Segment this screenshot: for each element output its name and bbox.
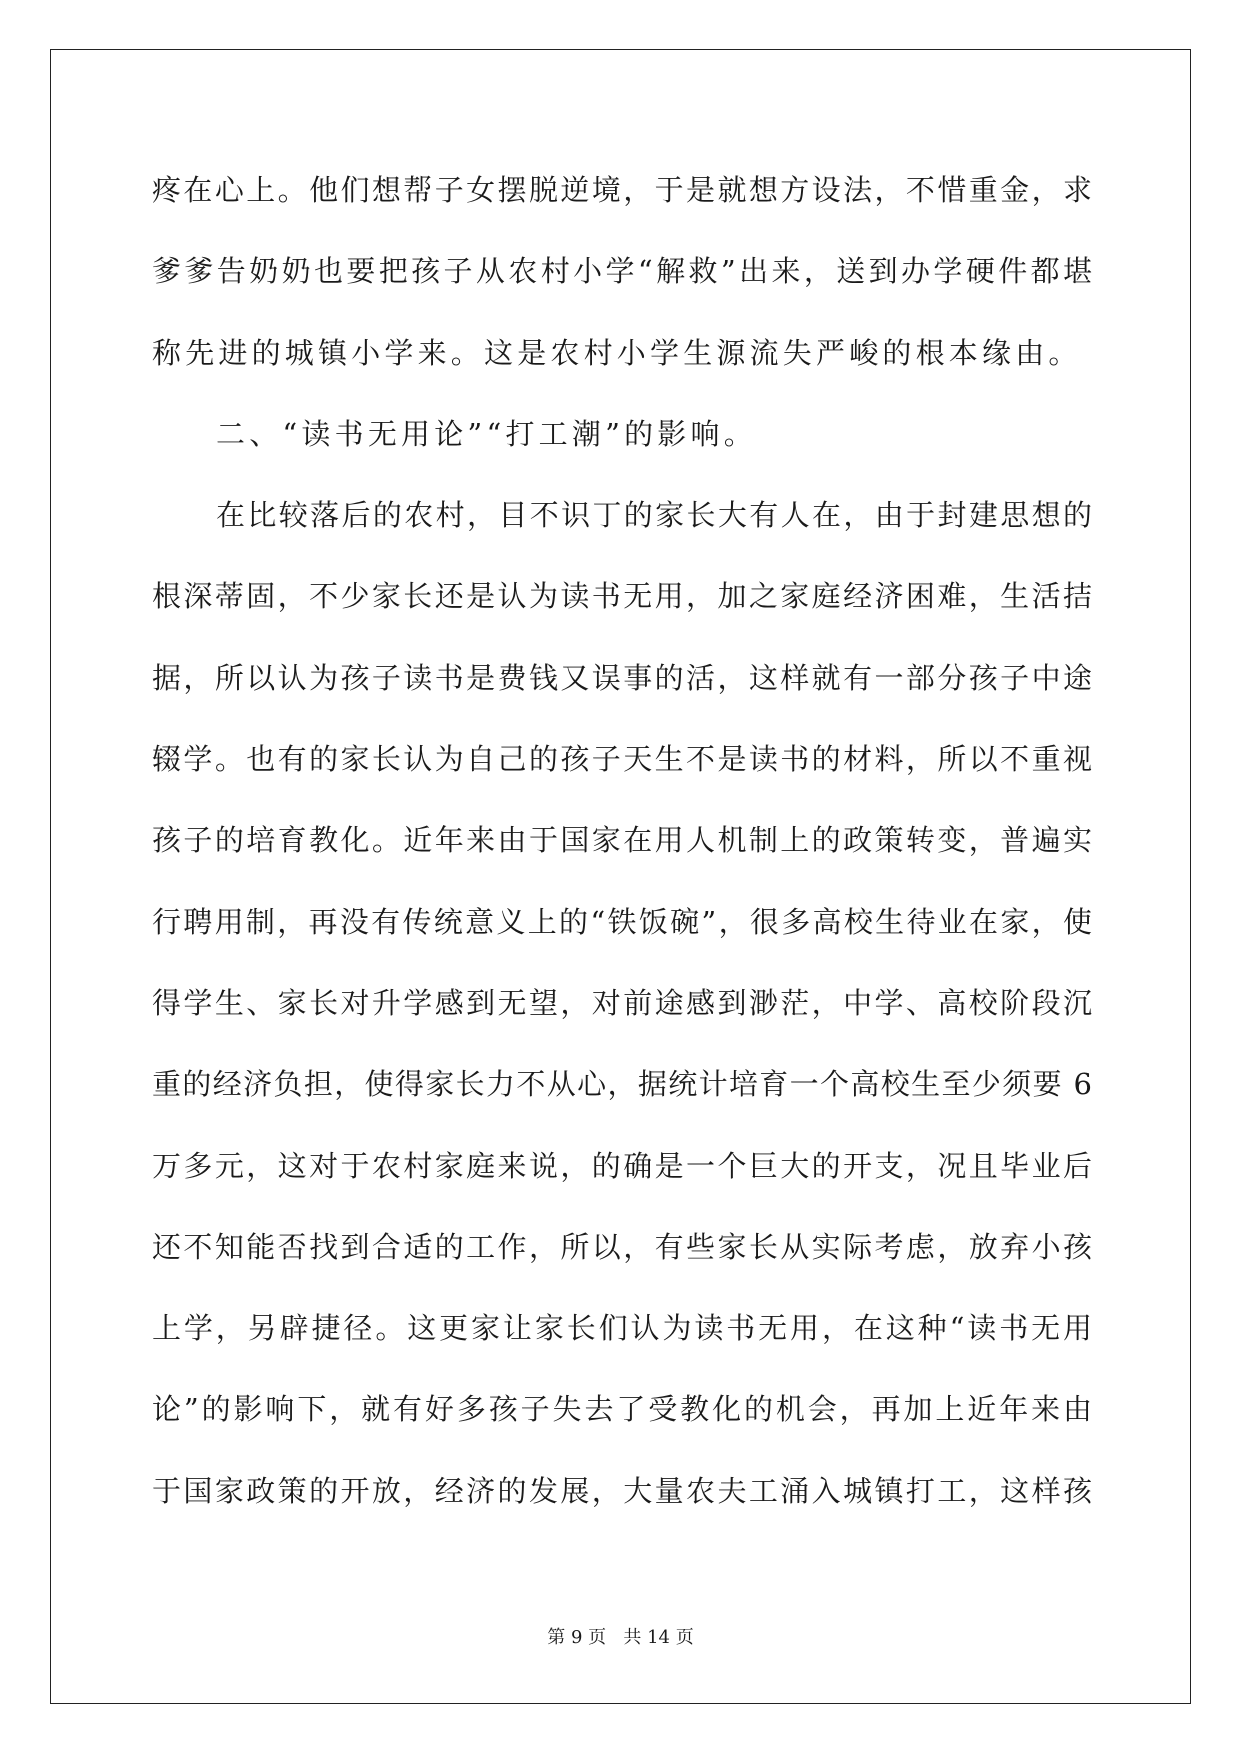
- text-line: 根深蒂固，不少家长还是认为读书无用，加之家庭经济困难，生活拮: [152, 579, 1092, 614]
- text-line: 疼在心上。他们想帮子女摆脱逆境，于是就想方设法，不惜重金，求: [152, 173, 1092, 207]
- page-total: 共 14 页: [623, 1627, 694, 1648]
- text-line: 据，所以认为孩子读书是费钱又误事的活，这样就有一部分孩子中途: [152, 660, 1092, 695]
- text-line: 行聘用制，再没有传统意义上的“铁饭碗”，很多高校生待业在家，使: [152, 904, 1092, 939]
- page-number: 第 9 页: [547, 1627, 607, 1648]
- text-line: 辍学。也有的家长认为自己的孩子天生不是读书的材料，所以不重视: [152, 742, 1092, 777]
- document-body: [152, 162, 1092, 1544]
- section-heading: 二、“读书无用论”“打工潮”的影响。: [216, 416, 757, 451]
- page-footer: [0, 1626, 1241, 1650]
- text-line: 孩子的培育教化。近年来由于国家在用人机制上的政策转变，普遍实: [152, 823, 1092, 858]
- text-line: 得学生、家长对升学感到无望，对前途感到渺茫，中学、高校阶段沉: [152, 985, 1092, 1020]
- text-line: 重的经济负担，使得家长力不从心，据统计培育一个高校生至少须要 6: [152, 1067, 1092, 1102]
- text-line: 还不知能否找到合适的工作，所以，有些家长从实际考虑，放弃小孩: [152, 1229, 1092, 1264]
- text-line: 在比较落后的农村，目不识丁的家长大有人在，由于封建思想的: [216, 498, 1092, 533]
- text-line: 论”的影响下，就有好多孩子失去了受教化的机会，再加上近年来由: [152, 1392, 1092, 1427]
- text-line: 万多元，这对于农村家庭来说，的确是一个巨大的开支，况且毕业后: [152, 1148, 1092, 1183]
- text-line: 称先进的城镇小学来。这是农村小学生源流失严峻的根本缘由。: [152, 335, 1082, 370]
- text-line: 上学，另辟捷径。这更家让家长们认为读书无用，在这种“读书无用: [152, 1311, 1092, 1346]
- text-line: 于国家政策的开放，经济的发展，大量农夫工涌入城镇打工，这样孩: [152, 1473, 1092, 1508]
- text-line: 爹爹告奶奶也要把孩子从农村小学“解救”出来，送到办学硬件都堪: [152, 254, 1092, 289]
